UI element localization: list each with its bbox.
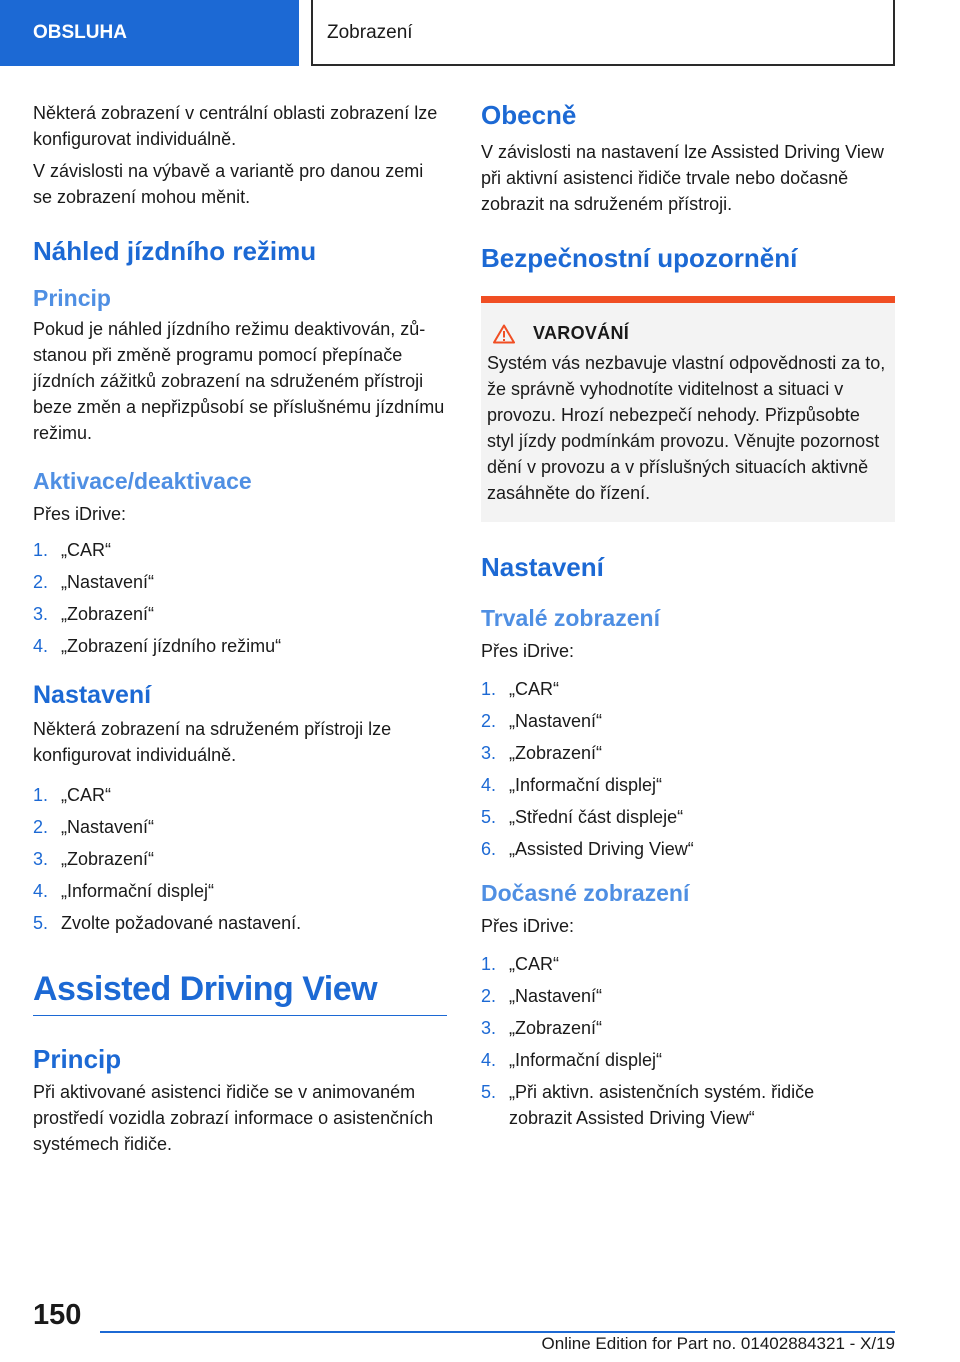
- footer-divider: [100, 1331, 895, 1333]
- heading-safety-notes: Bezpečnostní upozornění: [481, 243, 798, 273]
- activation-via: Přes iDrive:: [33, 504, 127, 524]
- general-text: V závislosti na nastavení lze Assisted Driving View při aktivní asistenci řidiče trvale nebo dočasně zobrazit na sdruženém přístroji.: [481, 142, 884, 214]
- warning-text: Systém vás nezbavuje vlastní odpovědnosti za to, že správně vyhodnotíte viditelnost a situaci v provozu. Hrozí nebezpečí nehody. Přizpůsobte styl jízdy podmínkám provozu. Věnujte pozornost dění v provozu a v příslušných situacích aktivně zasáhněte do řízení.: [487, 353, 886, 503]
- list-item: 4. „Informační displej“: [481, 775, 663, 795]
- chapter-title: Zobrazení: [327, 22, 413, 43]
- list-item: 5. „Střední část displeje“: [481, 807, 684, 827]
- settings-steps: [33, 782, 447, 936]
- heading-principle-2: Princip: [33, 1044, 122, 1074]
- warning-header: [487, 323, 887, 344]
- list-item: 4. „Informační displej“: [33, 881, 215, 901]
- permanent-steps: [481, 676, 895, 862]
- warning-triangle-icon: [493, 324, 515, 344]
- list-item: 5. „Při aktivn. asistenčních systém. řidiče zobrazit Assisted Driving View“: [481, 1082, 815, 1128]
- heading-general: Obecně: [481, 100, 577, 130]
- list-item: 6. „Assisted Driving View“: [481, 839, 694, 859]
- heading-temporary-display: Dočasné zobrazení: [481, 880, 690, 906]
- footer-edition: Online Edition for Part no. 01402884321 - X/19: [541, 1334, 895, 1353]
- section-tab: OBSLUHA: [0, 0, 299, 66]
- chapter-tab: [311, 0, 895, 66]
- heading-principle: Princip: [33, 285, 111, 311]
- list-item: 2. „Nastavení“: [33, 817, 155, 837]
- list-item: 3. „Zobrazení“: [33, 849, 155, 869]
- list-item: 3. „Zobrazení“: [481, 743, 603, 763]
- permanent-via: Přes iDrive:: [481, 641, 575, 661]
- temporary-steps: [481, 951, 895, 1131]
- left-column: [33, 100, 447, 1167]
- principle-text-2: Při aktivované asistenci řidiče se v animovaném prostředí vozidla zobrazí informace o asistenčních systémech řidiče.: [33, 1082, 434, 1154]
- list-item: 1. „CAR“: [481, 679, 559, 699]
- list-item: 3. „Zobrazení“: [33, 604, 155, 624]
- heading-settings: Nastavení: [33, 681, 152, 709]
- warning-title: VAROVÁNÍ: [533, 323, 630, 343]
- warning-box: [481, 296, 895, 522]
- list-item: 4. „Zobrazení jízdního režimu“: [33, 636, 282, 656]
- list-item: 3. „Zobrazení“: [481, 1018, 603, 1038]
- list-item: 2. „Nastavení“: [33, 572, 155, 592]
- list-item: 5. Zvolte požadované nastavení.: [33, 913, 302, 933]
- page-number: 150: [33, 1299, 82, 1331]
- intro-paragraph-2: V závislosti na výbavě a variantě pro danou zemi se zobrazení mohou měnit.: [33, 161, 424, 207]
- heading-permanent-display: Trvalé zobrazení: [481, 605, 660, 631]
- settings-text: Některá zobrazení na sdruženém přístroji lze konfigurovat individuálně.: [33, 719, 392, 765]
- chapter-heading-wrap: [33, 970, 447, 1016]
- heading-drive-mode-preview: Náhled jízdního režimu: [33, 236, 317, 266]
- temporary-via: Přes iDrive:: [481, 916, 575, 936]
- page-header: [0, 0, 960, 66]
- heading-assisted-driving-view: Assisted Driving View: [33, 970, 378, 1008]
- activation-steps: [33, 537, 447, 659]
- list-item: 1. „CAR“: [33, 540, 111, 560]
- list-item: 2. „Nastavení“: [481, 711, 603, 731]
- list-item: 1. „CAR“: [33, 785, 111, 805]
- heading-activation: Aktivace/deaktivace: [33, 468, 252, 494]
- heading-settings-right: Nastavení: [481, 552, 604, 582]
- right-column: [481, 100, 895, 1137]
- principle-text: Pokud je náhled jízdního režimu deaktivován, zůstanou při změně programu pomocí přepínače jízdních zážitků zobrazení na sdruženém přístroji beze změn a nepřizpůsobí se příslušnému jízdnímu režimu.: [33, 319, 445, 443]
- list-item: 1. „CAR“: [481, 954, 559, 974]
- list-item: 2. „Nastavení“: [481, 986, 603, 1006]
- list-item: 4. „Informační displej“: [481, 1050, 663, 1070]
- intro-paragraph: Některá zobrazení v centrální oblasti zobrazení lze konfigurovat individuálně.: [33, 103, 438, 149]
